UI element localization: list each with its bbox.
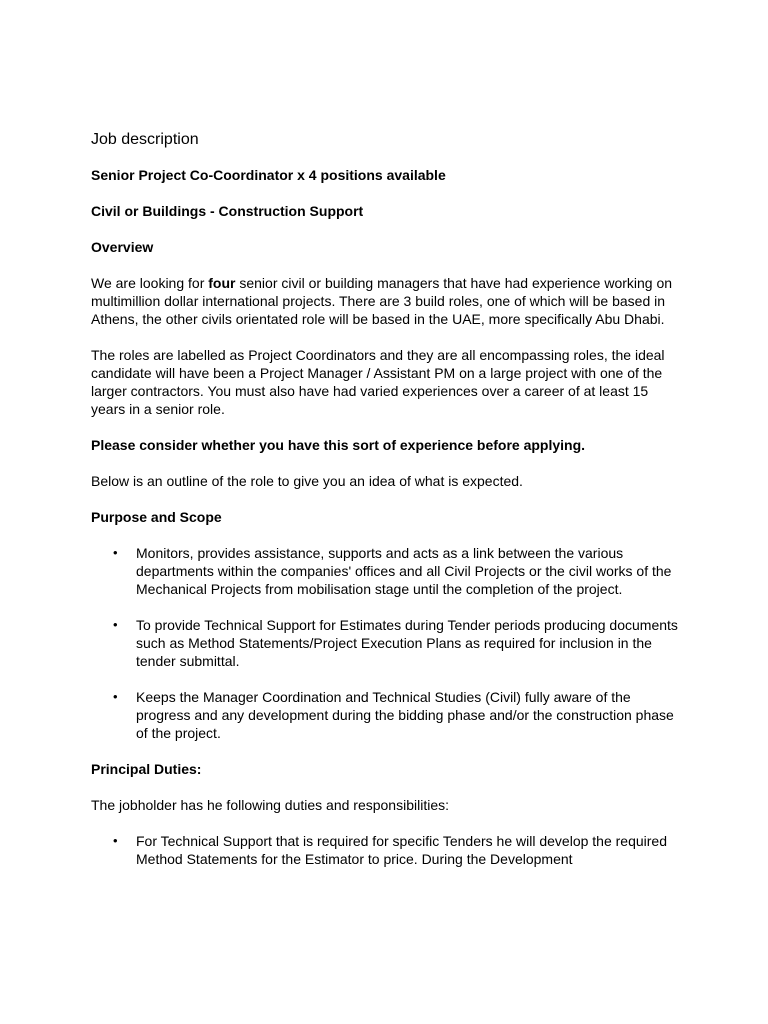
overview-paragraph-1	[91, 274, 681, 328]
duties-intro: The jobholder has he following duties and responsibilities:	[91, 797, 449, 813]
purpose-item	[91, 688, 681, 742]
purpose-list	[91, 544, 681, 742]
duties-list	[91, 832, 681, 868]
bullet-icon: •	[113, 833, 118, 848]
bullet-icon: •	[113, 617, 118, 632]
duties-item-text: For Technical Support that is required for specific Tenders he will develop the required Method Statements for the Estimator to price. During the Development	[136, 833, 667, 867]
duties-heading: Principal Duties:	[91, 761, 202, 777]
purpose-item-text: To provide Technical Support for Estimates during Tender periods producing documents such as Method Statements/Project Execution Plans as required for inclusion in the tender submittal.	[136, 617, 678, 669]
position-heading: Senior Project Co-Coordinator x 4 positions available	[91, 167, 446, 183]
purpose-item-text: Monitors, provides assistance, supports and acts as a link between the various departments within the companies' offices and all Civil Projects or the civil works of the Mechanical Projects from mobilisation stage until the completion of the project.	[136, 545, 672, 597]
outline-text: Below is an outline of the role to give you an idea of what is expected.	[91, 473, 523, 489]
consider-note: Please consider whether you have this sort of experience before applying.	[91, 437, 586, 453]
bullet-icon: •	[113, 689, 118, 704]
duties-item	[91, 832, 681, 868]
overview-paragraph-2: The roles are labelled as Project Coordinators and they are all encompassing roles, the ideal candidate will have been a Project Manager / Assistant PM on a large project with one of the larger contractors. You must also have had varied experiences over a career of at least 15 years in a senior role.	[91, 347, 665, 417]
overview-p1-post: senior civil or building managers that have had experience working on multimillion dollar international projects. There are 3 build roles, one of which will be based in Athens, the other civils orientated role will be based in the UAE, more specifically Abu Dhabi.	[91, 275, 673, 327]
purpose-item-text: Keeps the Manager Coordination and Technical Studies (Civil) fully aware of the progress and any development during the bidding phase and/or the construction phase of the project.	[136, 689, 674, 741]
purpose-heading: Purpose and Scope	[91, 509, 222, 525]
overview-p1-emphasis: four	[208, 275, 236, 291]
bullet-icon: •	[113, 545, 118, 560]
division-heading: Civil or Buildings - Construction Support	[91, 203, 364, 219]
overview-heading: Overview	[91, 239, 154, 255]
purpose-item	[91, 616, 681, 670]
document-body	[91, 129, 681, 886]
overview-p1-pre: We are looking for	[91, 275, 209, 291]
document-title: Job description	[91, 131, 199, 148]
purpose-item	[91, 544, 681, 598]
